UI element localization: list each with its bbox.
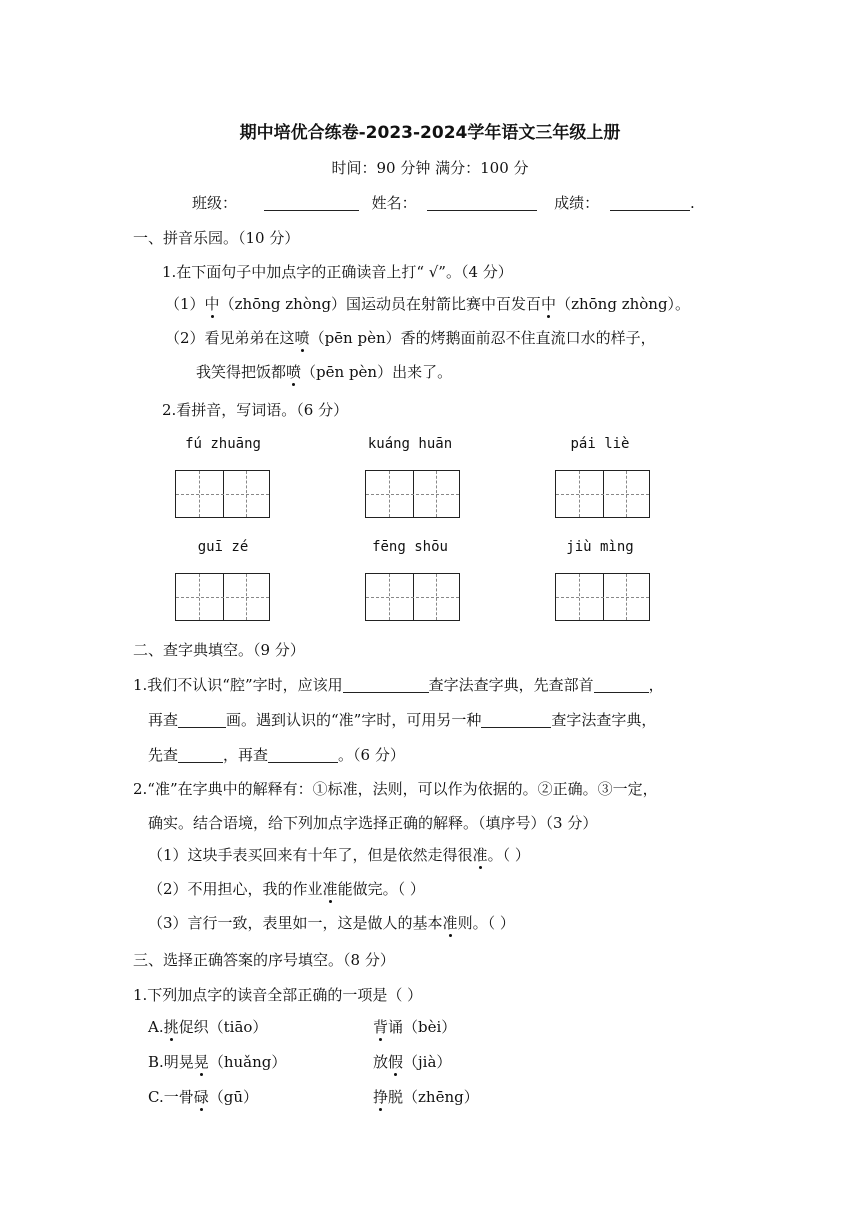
s2-line-4: 2.“准”在字典中的解释有：①标准，法则，可以作为依据的。②正确。③一定， — [133, 780, 658, 798]
s2-item-1-b: 。（ ） — [487, 846, 530, 864]
option-b-left-rest: （huǎng） — [208, 1053, 287, 1071]
s2-line-3-b: ，再查 — [223, 746, 269, 764]
s2-item-2-a: （2）不用担心，我的作业 — [148, 880, 323, 898]
pinyin-kuang-huan: kuáng huān — [367, 436, 453, 452]
exam-meta: 时间：90 分钟 满分：100 分 — [331, 159, 529, 177]
s2-line-3 — [148, 745, 405, 765]
dotted-char-jia: 假 — [388, 1053, 404, 1071]
option-b-left — [148, 1052, 286, 1072]
s3-q1-prompt: 1.下列加点字的读音全部正确的一项是（ ） — [133, 986, 423, 1004]
option-c-right-rest: 脱（zhēng） — [388, 1088, 479, 1106]
s2-line-3-c: 。（6 分） — [338, 746, 405, 764]
sentence-3-part-a: 我笑得把饭都 — [196, 363, 287, 381]
s2-item-2-b: 能做完。（ ） — [337, 880, 425, 898]
dotted-char-zhun-2: 准 — [322, 880, 338, 898]
s2-line-1-b: 查字法查字典，先查部首 — [428, 676, 594, 694]
s2-line-2-a: 再查 — [148, 711, 179, 729]
writing-grid[interactable] — [365, 470, 460, 518]
option-a-letter: A. — [148, 1018, 164, 1036]
section-3-heading: 三、选择正确答案的序号填空。（8 分） — [133, 951, 395, 969]
dotted-char-tiao: 挑 — [163, 1018, 179, 1036]
option-a-left — [148, 1017, 267, 1037]
dotted-char-zheng: 挣 — [373, 1088, 389, 1106]
dotted-char-zhong-2: 中 — [541, 295, 557, 313]
pinyin-gui-ze: guī zé — [197, 539, 249, 555]
page-title: 期中培优合练卷-2023-2024学年语文三年级上册 — [239, 123, 621, 143]
q1-2-prompt: 2.看拼音，写词语。（6 分） — [162, 401, 349, 419]
s2-line-2 — [148, 710, 656, 730]
s2-line-2-b: 画。遇到认识的“准”字时，可用另一种 — [226, 711, 482, 729]
dotted-char-bei: 背 — [373, 1018, 389, 1036]
writing-grid[interactable] — [175, 470, 270, 518]
dotted-char-zhun-1: 准 — [472, 846, 488, 864]
blank-method-1[interactable] — [343, 676, 429, 693]
option-c-left-rest: （gū） — [208, 1088, 258, 1106]
s2-item-3-b: 则。（ ） — [457, 914, 515, 932]
s2-item-3-a: （3）言行一致，表里如一，这是做人的基本 — [148, 914, 443, 932]
s2-item-2 — [148, 879, 425, 899]
s2-line-1 — [133, 675, 664, 695]
option-a-left-rest: 促织（tiāo） — [178, 1018, 268, 1036]
pinyin-pai-lie: pái liè — [570, 436, 630, 452]
blank-method-2[interactable] — [481, 711, 551, 728]
pinyin-feng-shou: fēng shōu — [372, 539, 448, 555]
option-b-right — [373, 1052, 451, 1072]
score-label: 成绩： — [554, 194, 600, 212]
dotted-char-lu: 碌 — [193, 1088, 209, 1106]
blank-first-check[interactable] — [178, 746, 223, 763]
pinyin-jiu-ming: jiù mìng — [566, 539, 634, 555]
blank-second-check[interactable] — [268, 746, 338, 763]
option-a-right — [373, 1017, 456, 1037]
section-2-heading: 二、查字典填空。（9 分） — [133, 641, 305, 659]
sentence-3 — [196, 362, 452, 382]
sentence-1-part-b: （zhōng zhòng）国运动员在射箭比赛中百发百 — [219, 295, 542, 313]
writing-grid[interactable] — [555, 470, 650, 518]
dotted-char-zhong-1: 中 — [204, 295, 220, 313]
option-c-left — [148, 1087, 258, 1107]
s2-item-1-a: （1）这块手表买回来有十年了，但是依然走得很 — [148, 846, 473, 864]
option-b-right-a: 放 — [373, 1053, 389, 1071]
name-label: 姓名： — [371, 194, 417, 212]
section-1-heading: 一、拼音乐园。（10 分） — [133, 229, 300, 247]
student-info-line — [192, 193, 695, 213]
s2-line-1-c: ， — [648, 676, 664, 694]
writing-grid[interactable] — [555, 573, 650, 621]
s2-item-1 — [148, 845, 530, 865]
s2-line-3-a: 先查 — [148, 746, 179, 764]
s2-item-3 — [148, 913, 515, 933]
s2-line-2-c: 查字法查字典， — [551, 711, 657, 729]
writing-grid[interactable] — [365, 573, 460, 621]
s2-line-1-a: 1.我们不认识“腔”字时，应该用 — [133, 676, 343, 694]
sentence-2-part-b: （pēn pèn）香的烤鹅面前忍不住直流口水的样子， — [309, 329, 656, 347]
s2-line-5: 确实。结合语境，给下列加点字选择正确的解释。（填序号）（3 分） — [148, 814, 598, 832]
option-b-right-rest: （jià） — [403, 1053, 452, 1071]
sentence-3-part-b: （pēn pèn）出来了。 — [301, 363, 453, 381]
option-b-left-a: B.明晃 — [148, 1053, 194, 1071]
score-blank[interactable] — [610, 194, 690, 211]
writing-grid[interactable] — [175, 573, 270, 621]
blank-radical[interactable] — [594, 676, 649, 693]
dotted-char-huang: 晃 — [193, 1053, 209, 1071]
option-c-right — [373, 1087, 479, 1107]
sentence-2-part-a: （2）看见弟弟在这 — [165, 329, 295, 347]
info-end: . — [689, 194, 695, 212]
option-c-left-a: C.一骨 — [148, 1088, 194, 1106]
class-blank[interactable] — [264, 194, 359, 211]
sentence-1-part-a: （1） — [165, 295, 205, 313]
dotted-char-pen-1: 喷 — [294, 329, 310, 347]
class-label: 班级： — [192, 194, 238, 212]
dotted-char-pen-2: 喷 — [286, 363, 302, 381]
dotted-char-zhun-3: 准 — [442, 914, 458, 932]
name-blank[interactable] — [427, 194, 537, 211]
q1-1-prompt: 1.在下面句子中加点字的正确读音上打“ √”。（4 分） — [162, 263, 513, 281]
sentence-2 — [165, 328, 656, 348]
option-a-right-rest: 诵（bèi） — [388, 1018, 457, 1036]
blank-strokes[interactable] — [178, 711, 226, 728]
sentence-1-part-c: （zhōng zhòng）。 — [556, 295, 691, 313]
pinyin-fu-zhuang: fú zhuāng — [185, 436, 261, 452]
sentence-1 — [165, 294, 690, 314]
